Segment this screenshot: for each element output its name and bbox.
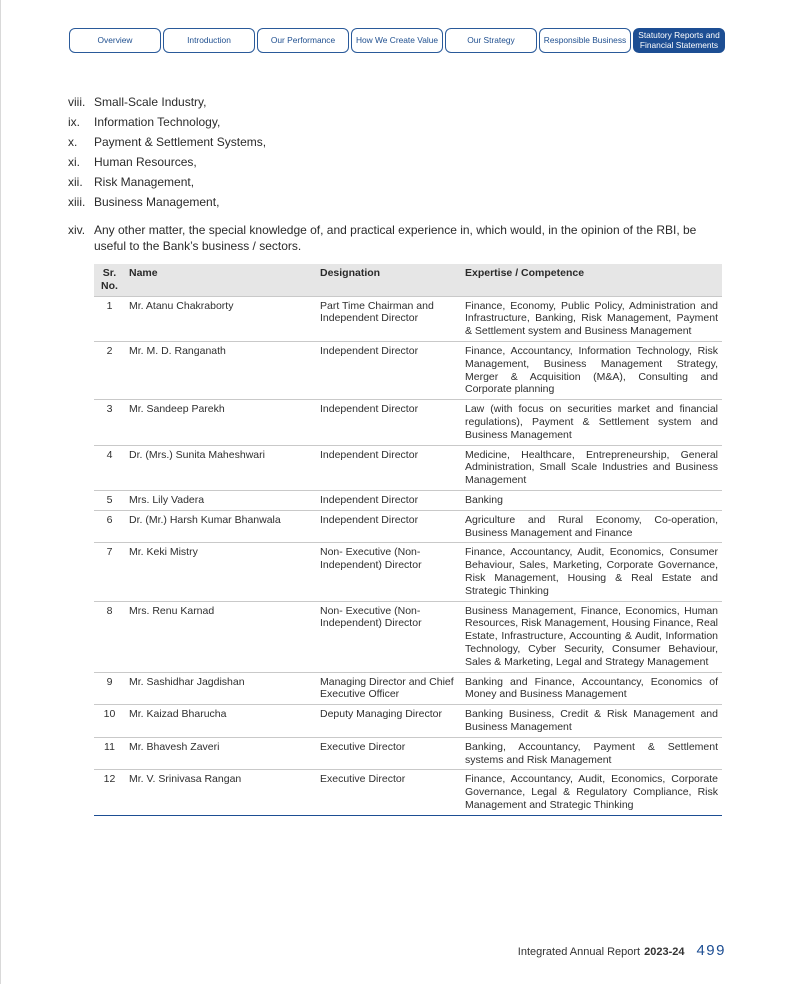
cell-sr: 2 [94,341,125,399]
tab-statutory-reports-line2: Financial Statements [639,39,719,50]
table-row [94,490,722,510]
list-item [68,194,728,214]
list-item [68,174,728,194]
cell-sr: 12 [94,770,125,815]
cell-sr: 6 [94,510,125,543]
footer-report-year: 2023-24 [644,946,685,958]
list-item [68,154,728,174]
cell-expertise: Banking Business, Credit & Risk Management and Business Management [461,705,722,738]
cell-name: Mrs. Lily Vadera [125,490,316,510]
cell-name: Mr. Bhavesh Zaveri [125,737,316,770]
cell-designation: Executive Director [316,770,461,815]
cell-name: Mr. M. D. Ranganath [125,341,316,399]
cell-name: Mrs. Renu Karnad [125,601,316,672]
table-row [94,445,722,490]
cell-designation: Non- Executive (Non-Independent) Director [316,543,461,601]
cell-name: Mr. Atanu Chakraborty [125,296,316,341]
cell-sr: 11 [94,737,125,770]
cell-sr: 5 [94,490,125,510]
table-row [94,296,722,341]
cell-expertise: Banking [461,490,722,510]
list-item-number: x. [68,135,78,149]
list-item [68,134,728,154]
cell-designation: Managing Director and Chief Executive Officer [316,672,461,705]
cell-designation: Independent Director [316,341,461,399]
cell-sr: 8 [94,601,125,672]
cell-expertise: Finance, Accountancy, Audit, Economics, Consumer Behaviour, Sales, Marketing, Corporate Governance, Risk Management, Housing & Real Estate and Strategic Thinking [461,543,722,601]
cell-name: Dr. (Mrs.) Sunita Maheshwari [125,445,316,490]
table-row [94,601,722,672]
table-header-row [94,264,722,296]
list-item-text: Information Technology, [94,115,221,129]
cell-expertise: Law (with focus on securities market and financial regulations), Payment & Settlement system and Business Management [461,400,722,445]
list-item-number: xii. [68,175,83,189]
header-designation: Designation [316,264,461,296]
cell-sr: 4 [94,445,125,490]
cell-designation: Independent Director [316,400,461,445]
section-nav [69,28,727,53]
cell-designation: Executive Director [316,737,461,770]
list-item-text: Small-Scale Industry, [94,95,207,109]
list-item-number: xiii. [68,195,86,209]
list-item [68,94,728,114]
board-expertise-table [94,264,722,816]
table-row [94,341,722,399]
page-edge-line [0,0,1,984]
header-expertise: Expertise / Competence [461,264,722,296]
table-row [94,705,722,738]
cell-expertise: Finance, Accountancy, Information Technology, Risk Management, Business Management Strategy, Merger & Acquisition (M&A), Consulting and Corporate planning [461,341,722,399]
cell-designation: Non- Executive (Non-Independent) Director [316,601,461,672]
cell-designation: Independent Director [316,445,461,490]
table-row [94,737,722,770]
cell-name: Mr. Sandeep Parekh [125,400,316,445]
cell-designation: Independent Director [316,490,461,510]
list-item [68,114,728,134]
cell-sr: 10 [94,705,125,738]
cell-name: Mr. V. Srinivasa Rangan [125,770,316,815]
cell-expertise: Business Management, Finance, Economics, Human Resources, Risk Management, Housing Finance, Real Estate, Infrastructure, Accounting & Audit, Information Technology, Cyber Security, Consumer Behaviour, Sales & Marketing, Legal and Strategy Management [461,601,722,672]
cell-name: Dr. (Mr.) Harsh Kumar Bhanwala [125,510,316,543]
list-item [68,222,728,254]
eligibility-list [68,94,728,254]
tab-overview[interactable]: Overview [69,28,161,53]
tab-statutory-reports[interactable] [633,28,725,53]
list-item-text: Business Management, [94,195,220,209]
list-item-number: viii. [68,95,86,109]
list-item-number: xi. [68,155,80,169]
table-row [94,400,722,445]
cell-sr: 7 [94,543,125,601]
cell-expertise: Finance, Economy, Public Policy, Administration and Infrastructure, Banking, Risk Management, Payment & Settlement system and Business Management [461,296,722,341]
header-sr-line1: Sr. [102,267,117,279]
tab-our-strategy[interactable]: Our Strategy [445,28,537,53]
cell-designation: Independent Director [316,510,461,543]
table-row [94,770,722,815]
tab-how-we-create-value[interactable]: How We Create Value [351,28,443,53]
cell-expertise: Medicine, Healthcare, Entrepreneurship, General Administration, Small Scale Industries and Business Management [461,445,722,490]
footer-report-title: Integrated Annual Report [517,946,641,958]
list-item-text: Any other matter, the special knowledge of, and practical experience in, which would, in the opinion of the RBI, be useful to the Bank’s business / sectors. [94,223,697,253]
list-item-text: Human Resources, [94,155,197,169]
cell-expertise: Finance, Accountancy, Audit, Economics, Corporate Governance, Legal & Regulatory Compliance, Risk Management and Strategic Thinking [461,770,722,815]
cell-expertise: Banking and Finance, Accountancy, Economics of Money and Business Management [461,672,722,705]
page-footer [518,942,726,959]
list-item-text: Risk Management, [94,175,195,189]
cell-name: Mr. Sashidhar Jagdishan [125,672,316,705]
table-row [94,672,722,705]
list-item-number: ix. [68,115,80,129]
cell-sr: 1 [94,296,125,341]
list-item-number: xiv. [68,223,86,237]
cell-designation: Part Time Chairman and Independent Director [316,296,461,341]
header-sr-line2: No. [101,279,118,292]
header-sr-no [94,264,125,296]
page-number: 499 [696,942,726,959]
tab-statutory-reports-line1: Statutory Reports and [638,30,720,40]
cell-expertise: Banking, Accountancy, Payment & Settlement systems and Risk Management [461,737,722,770]
tab-responsible-business[interactable]: Responsible Business [539,28,631,53]
cell-name: Mr. Keki Mistry [125,543,316,601]
table-row [94,510,722,543]
header-name: Name [125,264,316,296]
tab-introduction[interactable]: Introduction [163,28,255,53]
cell-sr: 9 [94,672,125,705]
table-row [94,543,722,601]
cell-sr: 3 [94,400,125,445]
tab-our-performance[interactable]: Our Performance [257,28,349,53]
list-item-text: Payment & Settlement Systems, [94,135,267,149]
cell-expertise: Agriculture and Rural Economy, Co-operation, Business Management and Finance [461,510,722,543]
cell-designation: Deputy Managing Director [316,705,461,738]
cell-name: Mr. Kaizad Bharucha [125,705,316,738]
